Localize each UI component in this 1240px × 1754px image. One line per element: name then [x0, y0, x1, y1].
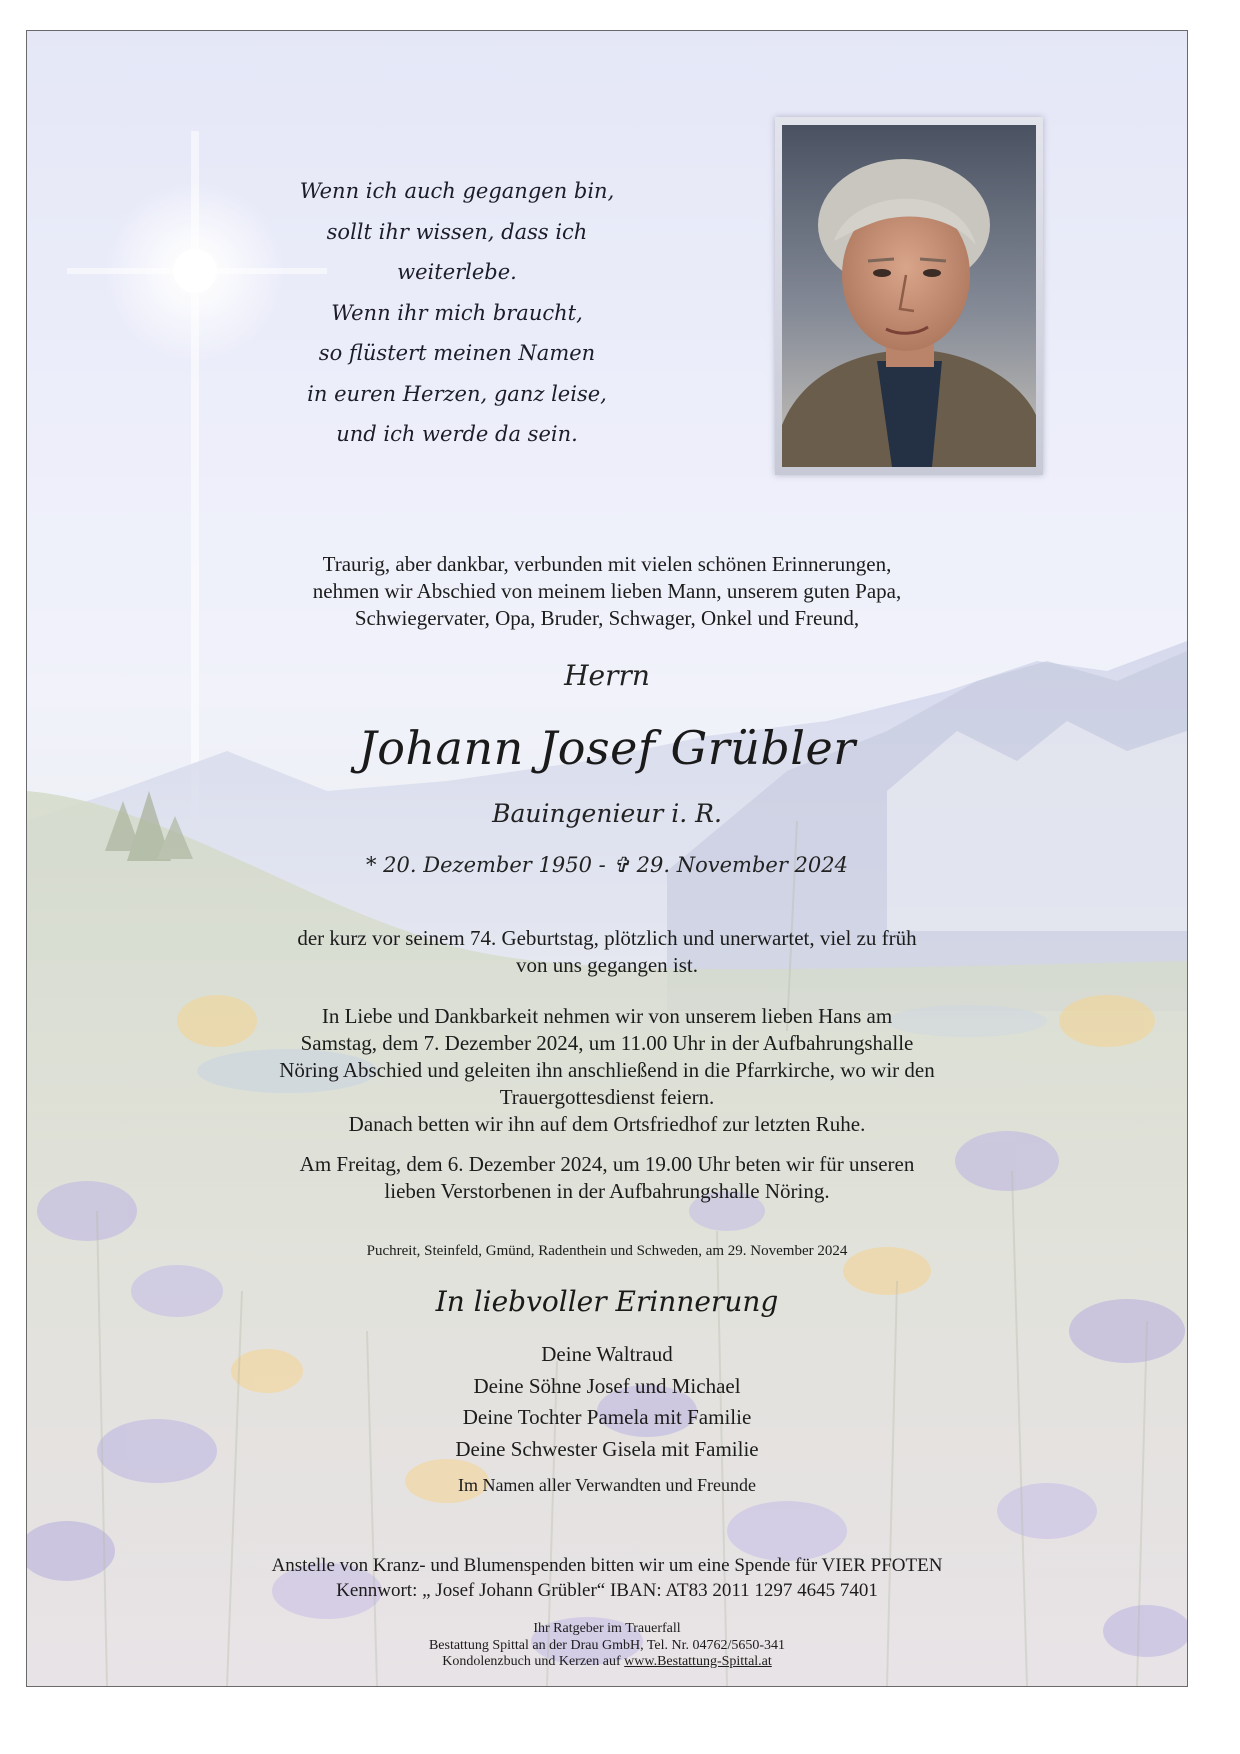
paragraph-line: der kurz vor seinem 74. Geburtstag, plötzlich und unerwartet, viel zu früh [297, 926, 917, 950]
family-member: Deine Schwester Gisela mit Familie [455, 1436, 759, 1461]
paragraph-line: von uns gegangen ist. [516, 953, 698, 977]
paragraph-line: Nöring Abschied und geleiten ihn anschließend in die Pfarrkirche, wo wir den [279, 1058, 935, 1082]
paragraph-line: lieben Verstorbenen in der Aufbahrungshalle Nöring. [384, 1179, 830, 1203]
portrait-image [782, 125, 1036, 467]
portrait-photo [775, 117, 1043, 475]
intro-line: Schwiegervater, Opa, Bruder, Schwager, Onkel und Freund, [354, 606, 860, 630]
poem-line: sollt ihr wissen, dass ich weiterlebe. [326, 219, 588, 284]
intro-line: nehmen wir Abschied von meinem lieben Mann, unserem guten Papa, [312, 579, 902, 603]
place-and-date: Puchreit, Steinfeld, Gmünd, Radenthein und Schweden, am 29. November 2024 [366, 1243, 848, 1259]
footer-condolence [27, 1654, 1187, 1671]
prayer-paragraph [27, 1151, 1187, 1205]
family-list [27, 1339, 1187, 1465]
paragraph-line: Danach betten wir ihn auf dem Ortsfriedhof zur letzten Ruhe. [348, 1112, 866, 1136]
donation-note [27, 1553, 1187, 1603]
intro-line: Traurig, aber dankbar, verbunden mit vielen schönen Erinnerungen, [322, 552, 892, 576]
passing-paragraph [27, 925, 1187, 979]
poem-line: so flüstert meinen Namen [318, 341, 596, 365]
family-member: Deine Waltraud [541, 1342, 673, 1366]
life-dates: * 20. Dezember 1950 - ✞ 29. November 2024 [366, 853, 848, 877]
paragraph-line: Samstag, dem 7. Dezember 2024, um 11.00 Uhr in der Aufbahrungshalle [300, 1031, 914, 1055]
footer-tagline: Ihr Ratgeber im Trauerfall [533, 1621, 681, 1636]
obituary-card [26, 30, 1188, 1687]
family-member: Deine Söhne Josef und Michael [473, 1373, 741, 1398]
salutation: Herrn [564, 659, 650, 692]
poem-line: Wenn ihr mich braucht, [331, 300, 583, 325]
announcement-intro [27, 551, 1187, 632]
paragraph-line: Am Freitag, dem 6. Dezember 2024, um 19.00 Uhr beten wir für unseren [299, 1152, 915, 1176]
donation-line: Kennwort: „ Josef Johann Grübler“ IBAN: AT83 2011 1297 4645 7401 [336, 1580, 878, 1601]
donation-line: Anstelle von Kranz- und Blumenspenden bitten wir um eine Spende für VIER PFOTEN [271, 1555, 943, 1576]
poem [297, 171, 617, 455]
funeral-paragraph [27, 1003, 1187, 1138]
paragraph-line: In Liebe und Dankbarkeit nehmen wir von unserem lieben Hans am [321, 1004, 893, 1028]
website-link[interactable]: www.Bestattung-Spittal.at [624, 1654, 772, 1669]
relatives-line: Im Namen aller Verwandten und Freunde [457, 1475, 757, 1495]
poem-line: und ich werde da sein. [336, 422, 578, 446]
paragraph-line: Trauergottesdienst feiern. [499, 1085, 715, 1109]
footer-condolence-text: Kondolenzbuch und Kerzen auf [442, 1654, 625, 1669]
funeral-home-footer [27, 1621, 1187, 1671]
footer-contact: Bestattung Spittal an der Drau GmbH, Tel. Nr. 04762/5650-341 [428, 1637, 786, 1653]
deceased-name: Johann Josef Grübler [358, 721, 856, 775]
poem-line: in euren Herzen, ganz leise, [307, 381, 607, 406]
poem-line: Wenn ich auch gegangen bin, [299, 179, 615, 203]
memory-heading: In liebvoller Erinnerung [435, 1285, 779, 1318]
occupation: Bauingenieur i. R. [492, 799, 722, 828]
family-member: Deine Tochter Pamela mit Familie [462, 1405, 752, 1429]
